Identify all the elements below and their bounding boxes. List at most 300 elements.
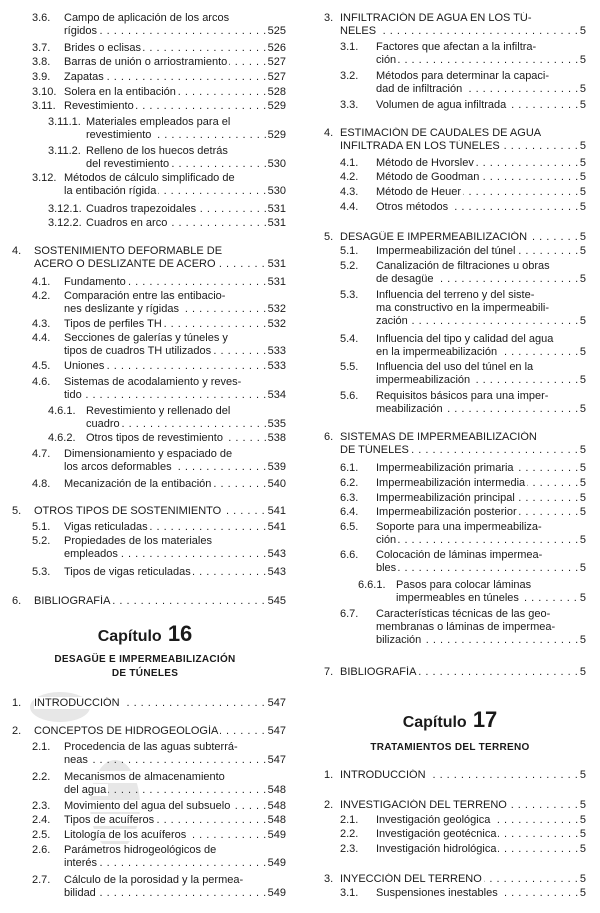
toc-entry-number: 6.7. <box>340 608 359 620</box>
toc-entry-number: 3. <box>324 873 334 885</box>
toc-entry-line-text: Método de Hvorslev <box>376 157 474 169</box>
toc-entry-line-text: rígidos <box>64 25 98 37</box>
toc-entry <box>310 799 586 812</box>
toc-entry-title <box>64 56 286 69</box>
chapter-17-word: Capítulo <box>402 714 467 731</box>
toc-entry-line-text: neas <box>64 754 88 766</box>
toc-entry-line-text: ción <box>376 534 397 546</box>
toc-entry-page: 5 <box>579 374 586 386</box>
toc-entry-line <box>64 829 286 842</box>
toc-entry-title <box>64 276 286 289</box>
toc-entry-line-text: Movimiento del agua del subsuelo <box>64 800 231 812</box>
toc-entry-line-text: Fundamento <box>64 276 126 288</box>
toc-entry <box>310 492 586 505</box>
toc-entry <box>0 741 286 767</box>
toc-entry-line-text: los arcos deformables <box>64 461 172 473</box>
toc-entry-title <box>376 521 586 547</box>
toc-entry-page: 5 <box>579 201 586 213</box>
toc-entry-line-text: membranas o láminas de impermea- <box>376 621 556 633</box>
toc-entry-page: 541 <box>267 521 286 533</box>
toc-entry-number: 6.1. <box>340 462 359 474</box>
toc-entry-number: 2.4. <box>32 814 51 826</box>
toc-entry-page: 5 <box>579 492 586 504</box>
toc-entry <box>310 231 586 244</box>
toc-entry-line-text: tido <box>64 389 82 401</box>
toc-entry-line-text: Investigación hidrológica <box>376 843 497 855</box>
toc-entry-line-text: Mecanización de la entibación <box>64 478 212 490</box>
toc-entry-page: 5 <box>579 873 586 885</box>
toc-entry-line-text: Secciones de galerías y túneles y <box>64 332 228 344</box>
toc-entry-number: 1. <box>12 697 22 709</box>
toc-entry-line-text: INYECCIÓN DEL TERRENO <box>340 873 482 885</box>
toc-entry-line-text: Investigación geológica <box>376 814 491 826</box>
toc-entry-page: 531 <box>267 276 286 288</box>
toc-entry-line <box>340 873 586 886</box>
toc-entry <box>0 521 286 534</box>
toc-entry-page: 548 <box>267 784 286 796</box>
toc-entry-page: 533 <box>267 360 286 372</box>
toc-entry-title <box>64 874 286 900</box>
chapter-16-subtitle-2: DE TÚNELES <box>111 668 179 679</box>
toc-entry <box>0 432 286 445</box>
toc-entry-number: 3.12.1. <box>48 203 82 215</box>
toc-entry-line-text: CONCEPTOS DE HIDROGEOLOGÍA <box>34 725 219 737</box>
toc-entry-line <box>64 566 286 579</box>
toc-entry-line-text: tipos de cuadros TH utilizados <box>64 345 212 357</box>
toc-entry <box>0 505 286 518</box>
toc-entry-page: 534 <box>267 389 286 401</box>
toc-entry-page: 541 <box>267 505 286 517</box>
toc-entry-line-text: Litología de los acuíferos <box>64 829 187 841</box>
toc-entry-number: 7. <box>324 666 334 678</box>
toc-entry-line-text: Mecanismos de almacenamiento <box>64 771 225 783</box>
toc-entry-page: 5 <box>579 231 586 243</box>
toc-entry <box>0 203 286 216</box>
toc-entry-line <box>34 258 286 271</box>
toc-entry-line <box>64 42 286 55</box>
toc-entry-line <box>376 534 586 547</box>
toc-entry-page: 5 <box>579 506 586 518</box>
toc-entry-line-text: Métodos para determinar la capaci- <box>376 70 550 82</box>
chapter-17-title <box>310 708 590 735</box>
toc-entry-line-text: Impermeabilización intermedia <box>376 477 526 489</box>
toc-entry <box>0 376 286 402</box>
toc-entry-title <box>64 566 286 579</box>
toc-entry-line <box>376 390 586 403</box>
toc-entry-line-text: de desagüe <box>376 273 434 285</box>
toc-entry-line <box>376 506 586 519</box>
toc-entry-page: 5 <box>579 140 586 152</box>
toc-entry-number: 6. <box>324 431 334 443</box>
toc-entry <box>310 477 586 490</box>
toc-entry <box>0 595 286 608</box>
toc-entry-line <box>376 346 586 359</box>
toc-entry-line-text: NELES <box>340 25 377 37</box>
toc-entry-line <box>376 201 586 214</box>
toc-entry-line <box>376 186 586 199</box>
toc-entry-page: 533 <box>267 345 286 357</box>
toc-entry-number: 5.1. <box>32 521 51 533</box>
toc-entry-title <box>376 492 586 505</box>
toc-entry-page: 5 <box>579 346 586 358</box>
toc-entry-number: 4.3. <box>340 186 359 198</box>
toc-entry-number: 3.6. <box>32 12 51 24</box>
toc-entry-title <box>34 505 286 518</box>
toc-entry <box>0 290 286 316</box>
toc-entry-page: 5 <box>579 828 586 840</box>
toc-entry-line <box>376 492 586 505</box>
toc-entry-line-text: Influencia del tipo y calidad del agua <box>376 333 554 345</box>
toc-entry-line <box>376 54 586 67</box>
toc-entry-line-text: Tipos de acuíferos <box>64 814 155 826</box>
toc-entry-line <box>376 549 586 562</box>
toc-entry-line <box>34 505 286 518</box>
toc-entry-number: 3.11.1. <box>48 116 81 128</box>
toc-entry-page: 5 <box>579 403 586 415</box>
toc-entry-number: 3.9. <box>32 71 51 83</box>
toc-entry-line <box>376 477 586 490</box>
toc-entry-line-text: ACERO O DESLIZANTE DE ACERO <box>34 258 216 270</box>
toc-entry-title <box>376 171 586 184</box>
toc-entry-line-text: Solera en la entibación <box>64 86 176 98</box>
toc-entry-line <box>376 157 586 170</box>
toc-entry-line <box>64 86 286 99</box>
toc-entry-line <box>376 289 586 302</box>
toc-entry-line <box>86 116 286 129</box>
toc-entry <box>0 56 286 69</box>
toc-entry-line <box>64 741 286 754</box>
toc-entry-line <box>376 828 586 841</box>
toc-entry-title <box>376 260 586 286</box>
toc-entry-line <box>64 535 286 548</box>
toc-entry-number: 4.1. <box>340 157 359 169</box>
toc-entry-line-text: Procedencia de las aguas subterrá- <box>64 741 238 753</box>
toc-entry-title <box>340 873 586 886</box>
toc-entry-number: 2.1. <box>32 741 51 753</box>
toc-entry-title <box>64 360 286 373</box>
toc-entry-title <box>376 608 586 647</box>
toc-entry-title <box>376 186 586 199</box>
toc-entry-title <box>64 12 286 38</box>
toc-entry <box>310 186 586 199</box>
toc-entry-number: 5.1. <box>340 245 359 257</box>
toc-entry-line <box>376 333 586 346</box>
toc-entry-number: 5.2. <box>32 535 51 547</box>
toc-entry-line-text: Comparación entre las entibacio- <box>64 290 226 302</box>
toc-entry-title <box>64 71 286 84</box>
toc-entry-number: 3.11.2. <box>48 145 81 157</box>
toc-entry-line <box>340 12 586 25</box>
toc-entry-number: 4.4. <box>340 201 359 213</box>
toc-entry-line <box>64 784 286 797</box>
toc-entry <box>0 844 286 870</box>
toc-entry-page: 547 <box>267 697 286 709</box>
toc-entry <box>310 506 586 519</box>
toc-entry <box>310 666 586 679</box>
toc-entry-line-text: dad de infiltración <box>376 83 463 95</box>
toc-entry <box>0 245 286 271</box>
toc-entry <box>0 566 286 579</box>
toc-entry-number: 4. <box>324 127 334 139</box>
toc-entry-line <box>340 231 586 244</box>
toc-entry-number: 3.10. <box>32 86 57 98</box>
toc-entry-number: 5.4. <box>340 333 359 345</box>
toc-entry-line-text: revestimiento <box>86 129 152 141</box>
toc-entry-line-text: impermeabilización <box>376 374 471 386</box>
toc-entry-page: 535 <box>267 418 286 430</box>
toc-entry-title <box>340 12 586 38</box>
toc-entry-line <box>376 361 586 374</box>
toc-entry-line <box>376 374 586 387</box>
toc-entry-line <box>376 83 586 96</box>
toc-entry-page: 530 <box>267 185 286 197</box>
toc-entry-page: 549 <box>267 857 286 869</box>
toc-entry <box>0 829 286 842</box>
toc-entry-page: 5 <box>579 769 586 781</box>
toc-entry-line-text: Método de Heuer <box>376 186 461 198</box>
toc-entry-line <box>34 595 286 608</box>
toc-entry-line <box>64 25 286 38</box>
toc-entry-page: 547 <box>267 725 286 737</box>
toc-entry-line-text: Brides o eclisas <box>64 42 142 54</box>
toc-entry-page: 5 <box>579 99 586 111</box>
toc-entry-title <box>376 361 586 387</box>
toc-entry-page: 529 <box>267 100 286 112</box>
toc-entry-line-text: Impermeabilización posterior <box>376 506 517 518</box>
toc-entry-line <box>396 592 586 605</box>
toc-entry-page: 5 <box>579 157 586 169</box>
toc-entry-number: 2.3. <box>32 800 51 812</box>
toc-entry <box>310 390 586 416</box>
toc-entry-line <box>86 158 286 171</box>
toc-entry-number: 2.7. <box>32 874 51 886</box>
toc-entry-line <box>64 185 286 198</box>
toc-entry-title <box>340 666 586 679</box>
toc-entry-page: 5 <box>579 887 586 899</box>
toc-entry-page: 548 <box>267 800 286 812</box>
toc-entry-line <box>340 25 586 38</box>
toc-entry-page: 5 <box>579 186 586 198</box>
toc-entry-page: 549 <box>267 829 286 841</box>
toc-entry-page: 532 <box>267 303 286 315</box>
toc-entry-title <box>64 172 286 198</box>
toc-entry <box>310 361 586 387</box>
toc-entry-line-text: Colocación de láminas impermea- <box>376 549 543 561</box>
toc-entry-line <box>376 245 586 258</box>
toc-entry-line-text: Investigación geotécnica <box>376 828 497 840</box>
toc-entry-line <box>86 405 286 418</box>
toc-entry-title <box>86 145 286 171</box>
toc-entry <box>310 608 586 647</box>
toc-entry <box>0 100 286 113</box>
toc-entry-line <box>86 145 286 158</box>
toc-entry-title <box>64 100 286 113</box>
toc-entry-title <box>340 431 586 457</box>
toc-entry <box>310 127 586 153</box>
toc-entry <box>310 769 586 782</box>
toc-entry-page: 525 <box>267 25 286 37</box>
toc-entry-line-text: impermeables en túneles <box>396 592 519 604</box>
toc-entry-number: 3.7. <box>32 42 51 54</box>
toc-entry-line <box>86 418 286 431</box>
toc-entry-line-text: OTROS TIPOS DE SOSTENIMIENTO <box>34 505 222 517</box>
toc-entry-line-text: Barras de unión o arriostramiento <box>64 56 228 68</box>
toc-entry-number: 2.1. <box>340 814 359 826</box>
toc-entry-line <box>376 99 586 112</box>
toc-entry <box>310 245 586 258</box>
toc-entry-line-text: Cálculo de la porosidad y la permea- <box>64 874 244 886</box>
toc-entry-title <box>86 217 286 230</box>
toc-entry-number: 6. <box>12 595 22 607</box>
toc-entry-number: 3.12. <box>32 172 57 184</box>
toc-entry-line-text: ESTIMACIÓN DE CAUDALES DE AGUA <box>340 127 542 139</box>
toc-entry-line <box>376 634 586 647</box>
toc-entry-title <box>376 390 586 416</box>
toc-entry-number: 3. <box>324 12 334 24</box>
toc-entry-line <box>376 814 586 827</box>
toc-entry-title <box>376 549 586 575</box>
toc-entry-line <box>64 844 286 857</box>
toc-entry <box>310 12 586 38</box>
toc-entry-page: 531 <box>267 217 286 229</box>
toc-entry-title <box>64 290 286 316</box>
toc-entry-line-text: Tipos de perfiles TH <box>64 318 162 330</box>
toc-entry <box>0 814 286 827</box>
toc-entry-line-text: cuadro <box>86 418 120 430</box>
toc-entry-line-text: Revestimiento <box>64 100 134 112</box>
toc-entry <box>310 462 586 475</box>
toc-entry-line <box>340 799 586 812</box>
toc-entry-number: 2.6. <box>32 844 51 856</box>
toc-entry-page: 5 <box>579 54 586 66</box>
toc-entry-title <box>86 405 286 431</box>
toc-entry-line <box>64 857 286 870</box>
toc-entry-line-text: ción <box>376 54 397 66</box>
toc-entry-title <box>64 829 286 842</box>
toc-entry <box>310 260 586 286</box>
chapter-17-number: 17 <box>472 707 498 732</box>
toc-entry <box>310 70 586 96</box>
toc-entry-line <box>340 431 586 444</box>
toc-entry-line <box>376 608 586 621</box>
toc-entry-page: 5 <box>579 634 586 646</box>
toc-entry-line-text: Cuadros trapezoidales <box>86 203 197 215</box>
toc-entry <box>0 697 286 710</box>
toc-entry-number: 4.6.1. <box>48 405 76 417</box>
toc-entry-page: 527 <box>267 56 286 68</box>
toc-entry-line-text: Impermeabilización principal <box>376 492 515 504</box>
toc-entry <box>0 405 286 431</box>
toc-entry-number: 2. <box>12 725 22 737</box>
toc-entry-line-text: zación <box>376 315 408 327</box>
toc-entry-page: 547 <box>267 754 286 766</box>
toc-entry-page: 5 <box>579 83 586 95</box>
chapter-16-heading <box>0 622 290 681</box>
toc-entry <box>310 289 586 328</box>
toc-entry-line-text: BIBLIOGRAFÍA <box>34 595 111 607</box>
toc-entry-line <box>376 462 586 475</box>
toc-entry-number: 4.8. <box>32 478 51 490</box>
toc-entry-line-text: empleados <box>64 548 118 560</box>
toc-entry-line-text: Métodos de cálculo simplificado de <box>64 172 235 184</box>
toc-entry-line-text: Método de Goodman <box>376 171 480 183</box>
toc-entry-line <box>64 360 286 373</box>
toc-entry-line-text: del revestimiento <box>86 158 170 170</box>
toc-entry-line-text: meabilización <box>376 403 443 415</box>
toc-entry-line-text: Características técnicas de las geo- <box>376 608 551 620</box>
toc-entry-line <box>340 127 586 140</box>
toc-entry-line-text: Impermeabilización primaria <box>376 462 514 474</box>
toc-entry-title <box>64 535 286 561</box>
toc-entry-line-text: Influencia del uso del túnel en la <box>376 361 534 373</box>
toc-entry-line <box>64 771 286 784</box>
toc-entry-line-text: Soporte para una impermeabiliza- <box>376 521 542 533</box>
toc-entry-page: 531 <box>267 258 286 270</box>
toc-entry-line-text: Parámetros hidrogeológicos de <box>64 844 217 856</box>
toc-entry-line-text: INTRODUCCIÓN <box>34 697 120 709</box>
toc-entry-line-text: Cuadros en arco <box>86 217 168 229</box>
toc-entry-number: 3.11. <box>32 100 56 112</box>
toc-entry-line <box>64 521 286 534</box>
toc-entry-number: 4.3. <box>32 318 51 330</box>
toc-entry-number: 2.3. <box>340 843 359 855</box>
toc-entry-number: 6.3. <box>340 492 359 504</box>
toc-entry-number: 6.4. <box>340 506 359 518</box>
toc-entry-page: 545 <box>267 595 286 607</box>
toc-entry-line-text: la entibación rígida <box>64 185 157 197</box>
toc-entry <box>310 157 586 170</box>
toc-entry-line <box>64 290 286 303</box>
toc-entry-title <box>376 70 586 96</box>
toc-entry-page: 5 <box>579 799 586 811</box>
toc-entry-title <box>64 448 286 474</box>
toc-entry-page: 529 <box>267 129 286 141</box>
toc-entry-line-text: bilidad <box>64 887 96 899</box>
toc-entry-number: 5.3. <box>32 566 51 578</box>
toc-entry-number: 4.6. <box>32 376 51 388</box>
toc-entry-number: 3.12.2. <box>48 217 82 229</box>
toc-entry-line-text: INFILTRADA EN LOS TÚNELES <box>340 140 500 152</box>
toc-entry-line <box>64 548 286 561</box>
toc-entry-title <box>376 887 586 900</box>
toc-entry-title <box>34 725 286 738</box>
toc-entry-page: 5 <box>579 462 586 474</box>
toc-entry-line-text: nes deslizante y rígidas <box>64 303 179 315</box>
toc-entry-line-text: Materiales empleados para el <box>86 116 231 128</box>
toc-entry-page: 543 <box>267 566 286 578</box>
toc-entry-line <box>376 403 586 416</box>
toc-entry-line-text: Influencia del terreno y del siste- <box>376 289 535 301</box>
toc-entry-line-text: DE TÚNELES <box>340 444 409 456</box>
toc-entry <box>310 521 586 547</box>
toc-entry <box>0 725 286 738</box>
toc-entry <box>310 41 586 67</box>
toc-entry-line <box>376 171 586 184</box>
toc-entry-title <box>376 157 586 170</box>
toc-entry-title <box>64 800 286 813</box>
toc-entry-number: 4.2. <box>340 171 359 183</box>
toc-entry <box>0 172 286 198</box>
toc-entry-title <box>86 116 286 142</box>
toc-entry-number: 6.2. <box>340 477 359 489</box>
toc-entry-line-text: Uniones <box>64 360 105 372</box>
toc-entry-number: 6.6.1. <box>358 579 386 591</box>
toc-entry-title <box>376 462 586 475</box>
toc-entry-line-text: Relleno de los huecos detrás <box>86 145 228 157</box>
toc-entry-number: 3.2. <box>340 70 359 82</box>
toc-entry-line-text: BIBLIOGRAFÍA <box>340 666 417 678</box>
toc-entry-number: 2.2. <box>32 771 51 783</box>
